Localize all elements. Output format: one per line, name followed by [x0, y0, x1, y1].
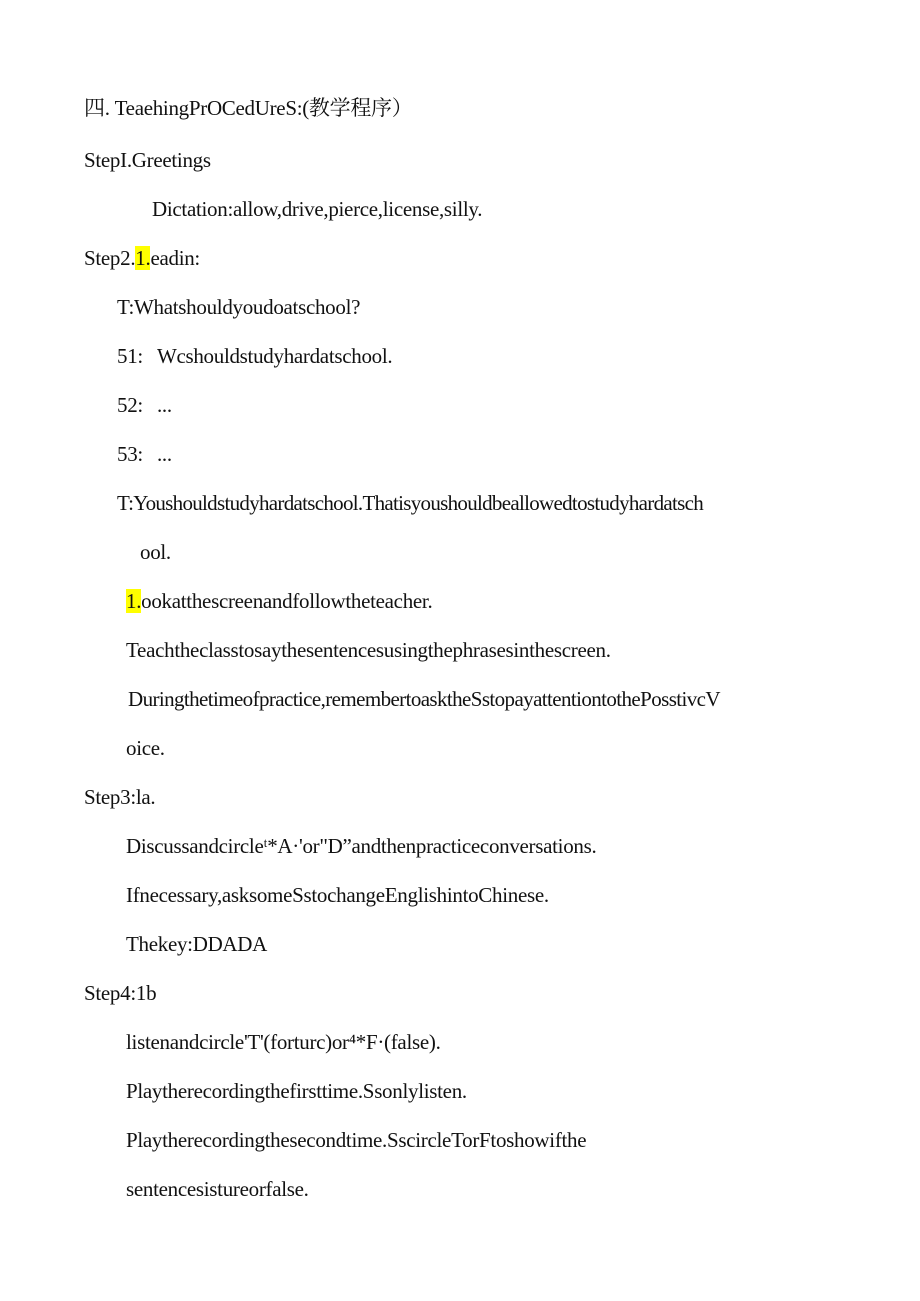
play-second-line: Playtherecordingthesecondtime.SscircleTorFtoshowifthe [126, 1128, 587, 1152]
step1-title: StepI.Greetings [84, 148, 211, 172]
dialogue-text: ... [156, 393, 172, 417]
during-line: Duringthetimeofpractice,remembertoasktheSstopayattentiontothePosstivcV [128, 687, 720, 711]
step3-title: Step3:la. [84, 785, 156, 809]
highlighted-text: 1. [135, 246, 151, 270]
dialogue-line [117, 441, 172, 467]
speaker: T: [117, 295, 135, 319]
dialogue-line [117, 392, 172, 418]
dialogue-line [117, 343, 392, 369]
step2-title [84, 245, 200, 271]
highlighted-text: 1. [126, 589, 142, 613]
ifnecessary-line: Ifnecessary,asksomeSstochangeEnglishintoChinese. [126, 883, 549, 907]
discuss-line: Discussandcircleᵗ*A·'or"D”andthenpracticeconversations. [126, 834, 597, 858]
step4-title: Step4:1b [84, 981, 157, 1005]
speaker: 51: [117, 344, 143, 368]
dialogue-text: Whatshouldyoudoatschool? [134, 295, 361, 319]
heading-number: 四. [84, 96, 115, 120]
look-line [126, 588, 432, 614]
dialogue-text: Wcshouldstudyhardatschool. [156, 344, 393, 368]
play-first-line: Playtherecordingthefirsttime.Ssonlylisten. [126, 1079, 467, 1103]
speaker: 53: [117, 442, 143, 466]
teacher-line: T:Youshouldstudyhardatschool.Thatisyoushouldbeallowedtostudyhardatsch [117, 491, 704, 515]
listen-line: listenandcircle'T'(forturc)or⁴*F·(false). [126, 1030, 441, 1054]
heading-chinese: (教学程序） [302, 96, 413, 120]
step2-prefix: Step2. [84, 246, 136, 270]
answer-key: Thekey:DDADA [126, 932, 268, 956]
heading-text: TeaehingPrOCedUreS: [114, 96, 303, 120]
sentences-line: sentencesistureorfalse. [126, 1177, 309, 1201]
procedures-heading [84, 95, 412, 121]
dialogue-line [117, 294, 360, 320]
teacher-line-continued: ool. [140, 540, 171, 564]
dictation-line: Dictation:allow,drive,pierce,license,silly. [152, 197, 483, 221]
speaker: 52: [117, 393, 143, 417]
step2-suffix: eadin: [150, 246, 200, 270]
during-line-continued: oice. [126, 736, 165, 760]
dialogue-text: ... [156, 442, 172, 466]
look-text: ookatthescreenandfollowtheteacher. [141, 589, 433, 613]
teach-line: Teachtheclasstosaythesentencesusingthephrasesinthescreen. [126, 638, 611, 662]
